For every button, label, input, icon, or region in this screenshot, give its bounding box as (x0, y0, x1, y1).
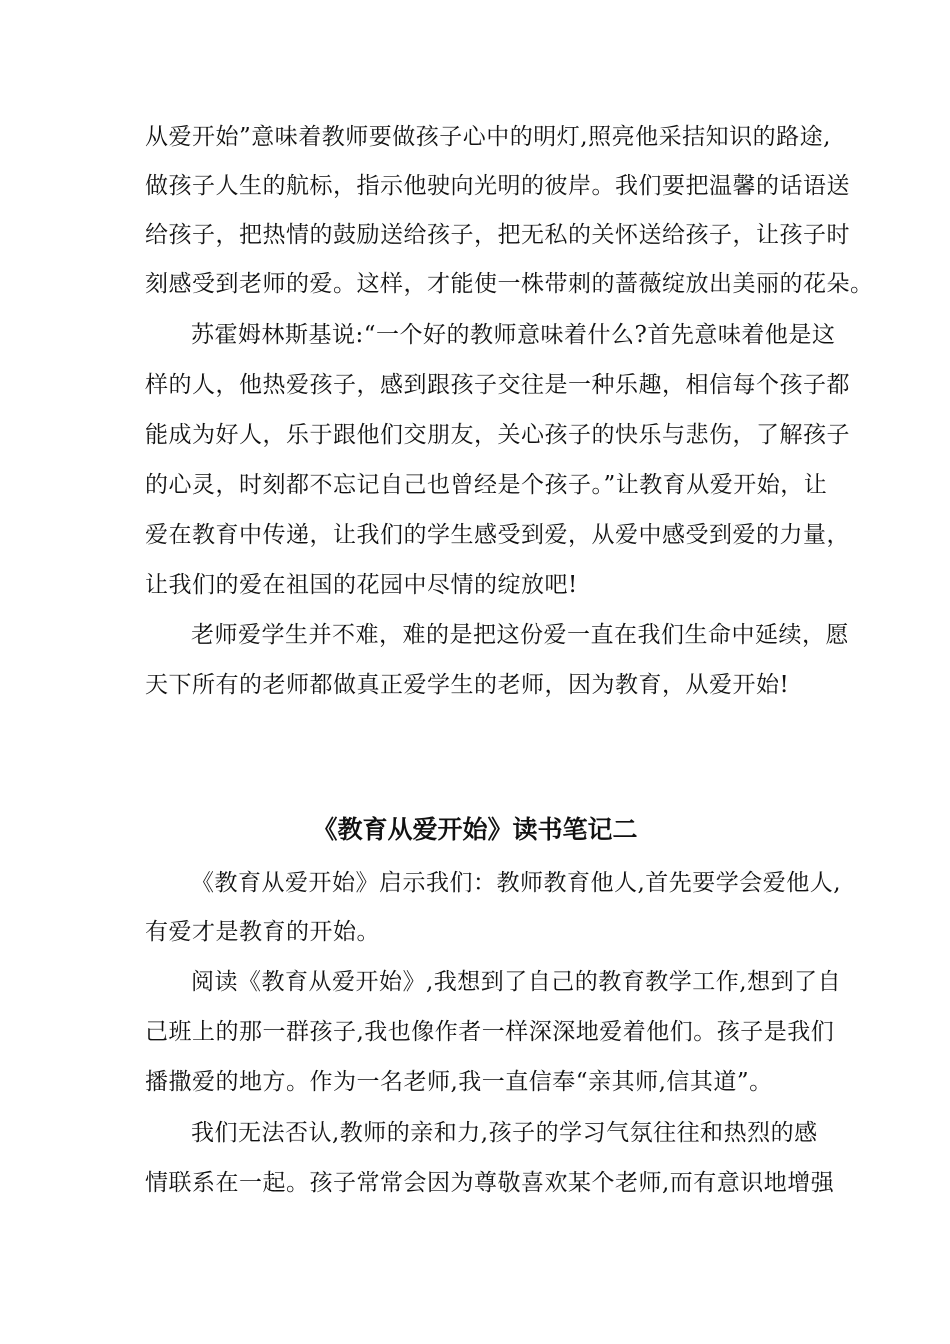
text-line: 从爱开始”意味着教师要做孩子心中的明灯,照亮他采拮知识的路途, (145, 124, 831, 150)
text-line: 天下所有的老师都做真正爱学生的老师，因为教育，从爱开始! (145, 672, 790, 698)
text-line: 播撒爱的地方。作为一名老师,我一直信奉“亲其师,信其道”。 (145, 1069, 773, 1095)
text-line: 给孩子，把热情的鼓励送给孩子，把无私的关怀送给孩子，让孩子时 (145, 222, 850, 248)
text-line: 情联系在一起。孩子常常会因为尊敬喜欢某个老师,而有意识地增强 (145, 1170, 835, 1196)
text-line: 样的人，他热爱孩子，感到跟孩子交往是一种乐趣，相信每个孩子都 (145, 372, 850, 398)
text-line: 我们无法否认,教师的亲和力,孩子的学习气氛往往和热烈的感 (191, 1120, 818, 1146)
section-title: 《教育从爱开始》读书笔记二 (312, 815, 638, 844)
text-line: 的心灵，时刻都不忘记自己也曾经是个孩子。”让教育从爱开始，让 (145, 472, 828, 498)
text-line: 《教育从爱开始》启示我们：教师教育他人,首先要学会爱他人, (191, 870, 842, 896)
text-line: 爱在教育中传递，让我们的学生感受到爱，从爱中感受到爱的力量， (145, 522, 850, 548)
text-line: 有爱才是教育的开始。 (145, 919, 380, 945)
text-line: 能成为好人，乐于跟他们交朋友，关心孩子的快乐与悲伤，了解孩子 (145, 422, 850, 448)
text-line: 苏霍姆林斯基说:“一个好的教师意味着什么?首先意味着他是这 (191, 322, 836, 348)
text-line: 让我们的爱在祖国的花园中尽情的绽放吧! (145, 572, 578, 598)
text-line: 做孩子人生的航标，指示他驶向光明的彼岸。我们要把温馨的话语送 (145, 173, 850, 199)
text-line: 阅读《教育从爱开始》,我想到了自己的教育教学工作,想到了自 (191, 969, 842, 995)
text-line: 老师爱学生并不难，难的是把这份爱一直在我们生命中延续，愿 (191, 622, 849, 648)
text-line: 刻感受到老师的爱。这样，才能使一株带刺的蔷薇绽放出美丽的花朵。 (145, 271, 874, 297)
text-line: 己班上的那一群孩子,我也像作者一样深深地爱着他们。孩子是我们 (145, 1019, 835, 1045)
